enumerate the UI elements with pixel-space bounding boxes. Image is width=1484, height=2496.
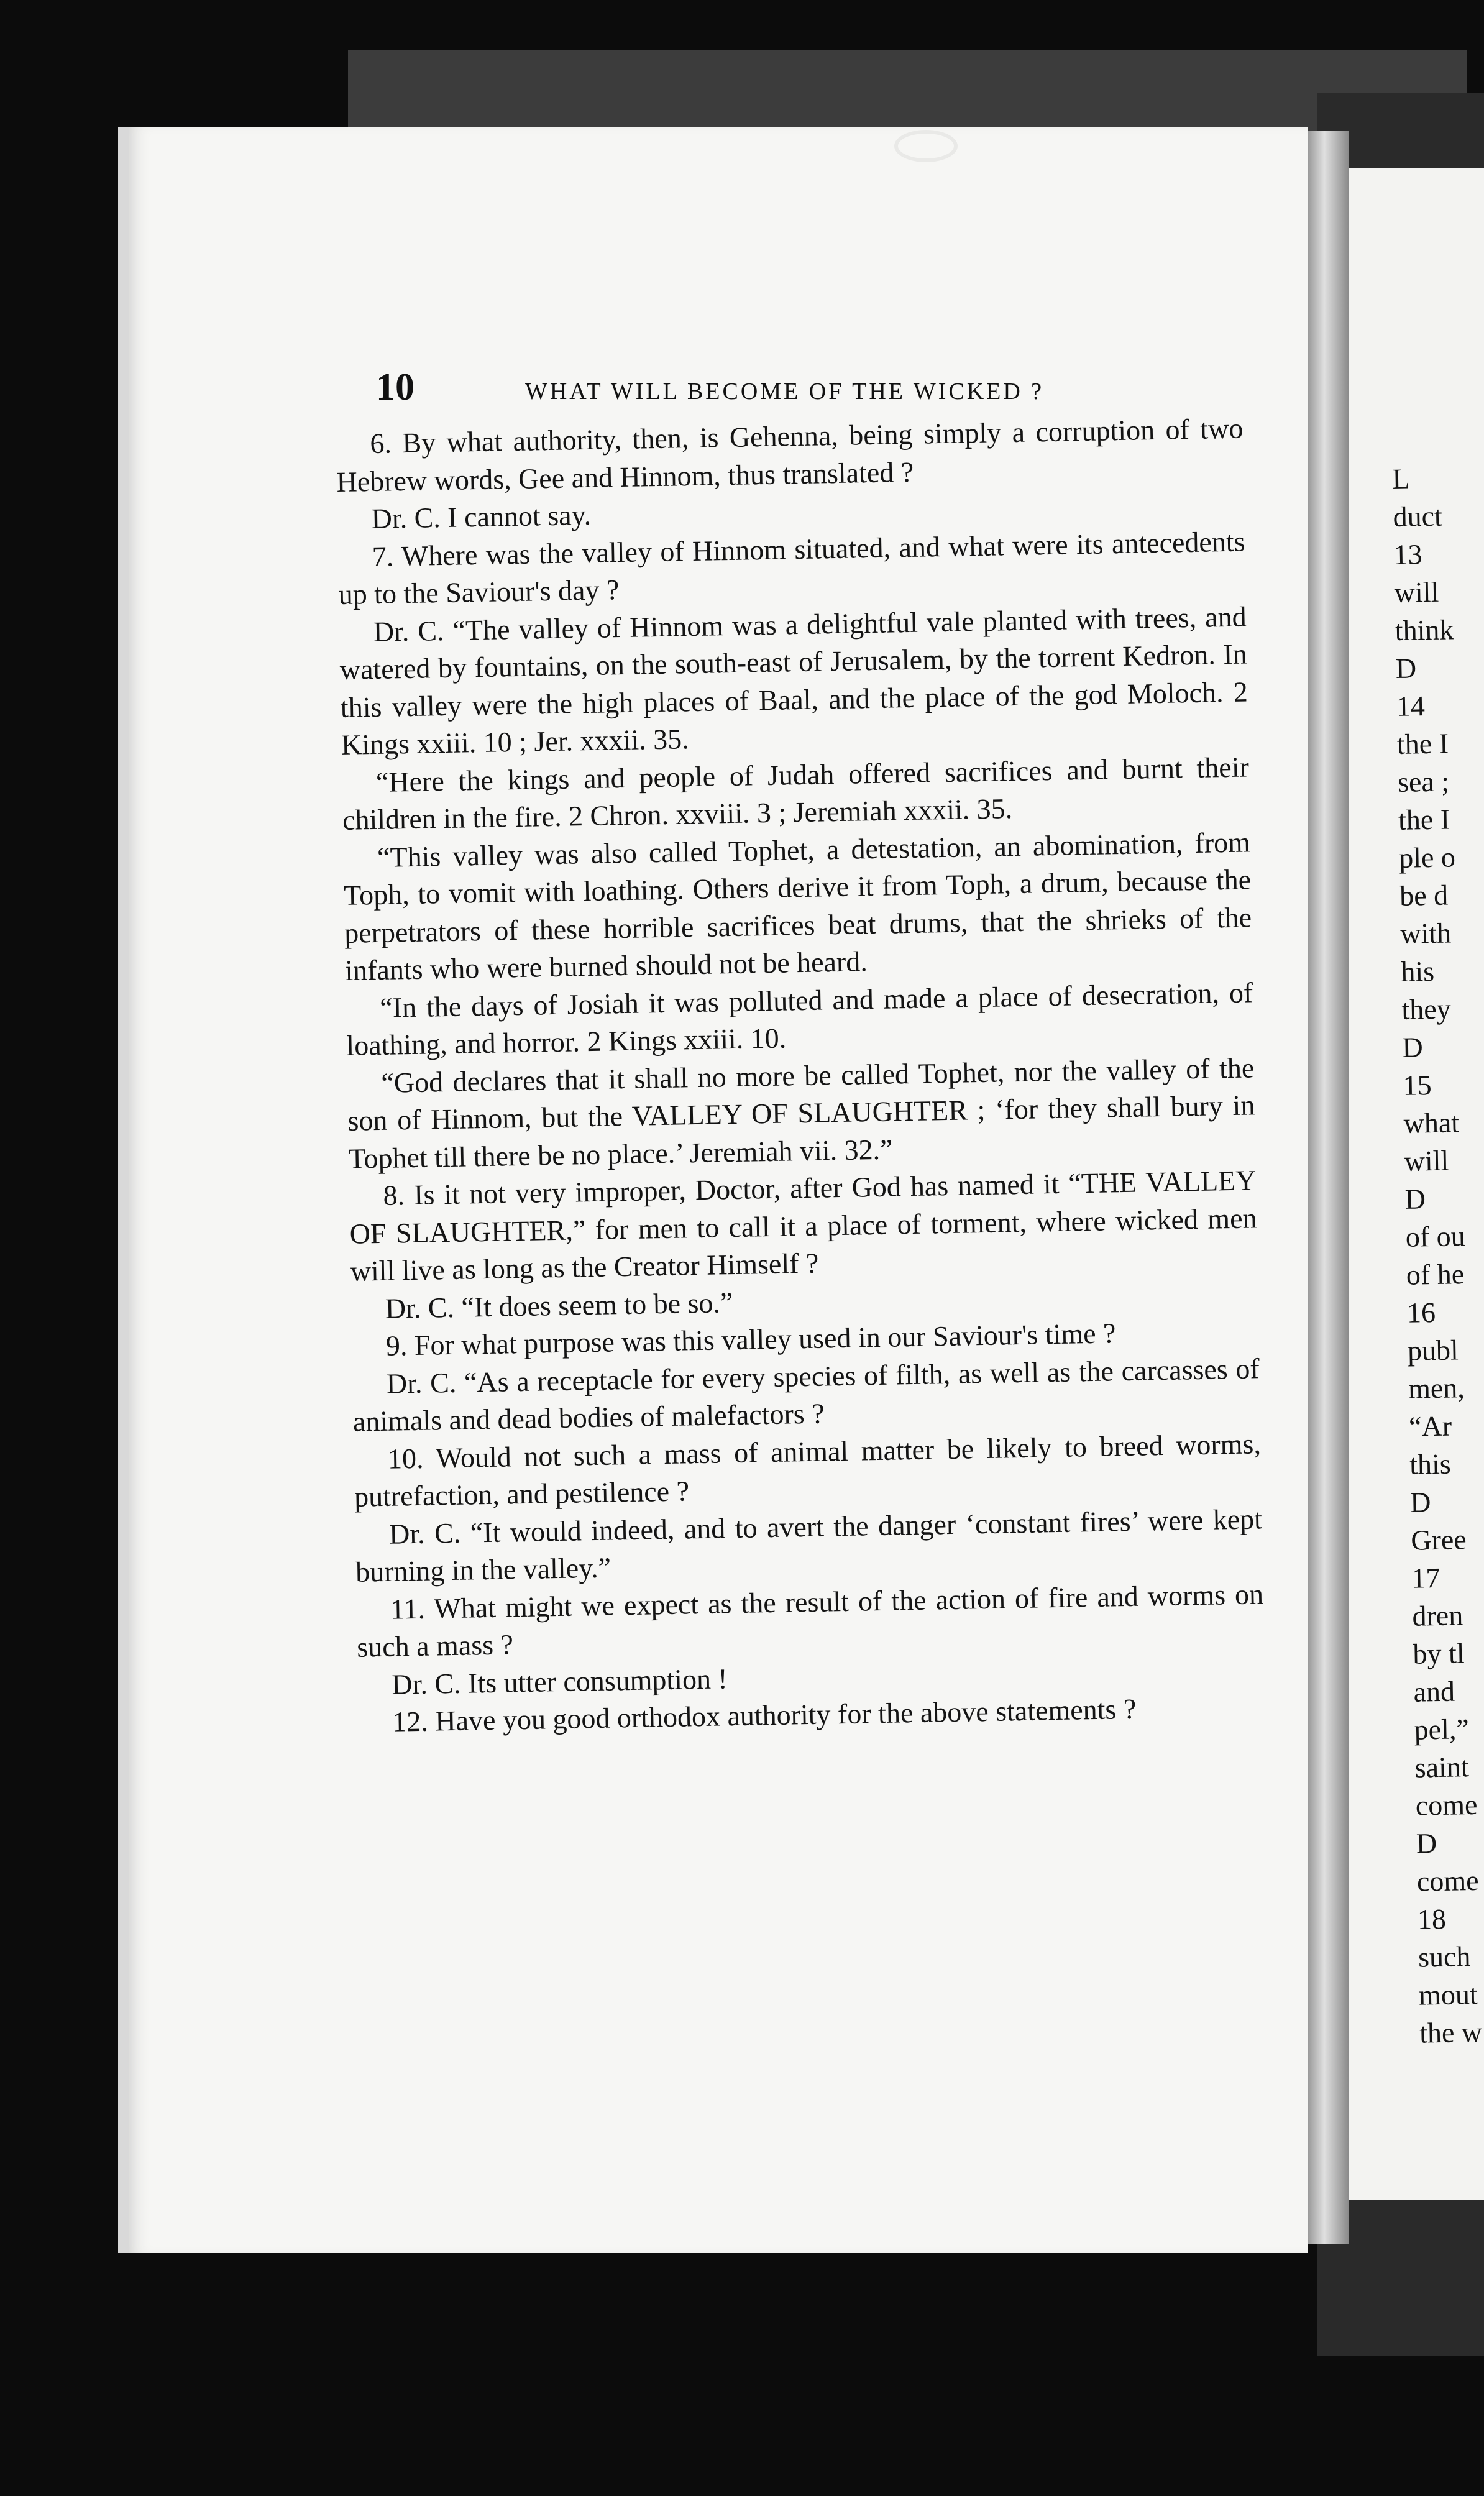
running-head (376, 365, 1240, 409)
right-line: be d (1399, 879, 1449, 912)
page-tear (898, 134, 954, 158)
answer-7-part-3: “This valley was also called Tophet, a detestation, an abomination, from Toph, to vomit with loathing. Others derive it from Toph, a drum, because the perpetrators of these horrible sacrifices beat drums, that the shrieks of the infants who were burned should not be heard. (343, 825, 1252, 986)
right-line: 14 (1396, 690, 1426, 722)
right-line: they (1401, 993, 1452, 1025)
question-6: 6. By what authority, then, is Gehenna, being simply a corruption of two Hebrew words, Gee and Hinnom, thus translated ? (336, 412, 1244, 498)
right-line: with (1399, 917, 1452, 950)
body-text (336, 410, 1266, 1742)
answer-7-part-5: “God declares that it shall no more be called Tophet, nor the valley of the son of Hinnom, but the VALLEY OF SLAUGHTER ; ‘for they shall bury in Tophet till there be no place.’ Jeremiah vii. 32.” (347, 1051, 1255, 1175)
right-line: D (1409, 1486, 1431, 1518)
question-7: 7. Where was the valley of Hinnom situated, and what were its antecedents up to the Saviour's day ? (338, 525, 1245, 610)
answer-7-part-1: Dr. C. “The valley of Hinnom was a delightful vale planted with trees, and watered by fountains, on the south-east of Jerusalem, by the torrent Kedron. In this valley were the high places of Baal, and the place of the god Moloch. 2 Kings xxiii. 10 ; Jer. xxxii. 35. (339, 600, 1248, 761)
question-12: 12. Have you good orthodox authority for the above statements ? (392, 1692, 1137, 1738)
question-8: 8. Is it not very improper, Doctor, after God has named it “THE VALLEY OF SLAUGHTER,” for men to call it a place of torment, where wicked men will live as long as the Creator Himself ? (349, 1164, 1257, 1287)
right-line: what (1403, 1106, 1460, 1139)
right-line: think (1395, 613, 1454, 646)
right-line: come (1415, 1788, 1478, 1822)
right-line: by tl (1413, 1637, 1465, 1670)
right-line: this (1409, 1448, 1452, 1480)
right-line: the I (1396, 727, 1449, 760)
right-line: 17 (1411, 1561, 1440, 1594)
running-title: WHAT WILL BECOME OF THE WICKED ? (525, 379, 1045, 405)
right-line: mout (1418, 1978, 1478, 2011)
right-line: ple o (1398, 841, 1456, 874)
right-line: 16 (1406, 1296, 1436, 1329)
right-line: D (1402, 1031, 1424, 1063)
right-line: will (1404, 1144, 1449, 1177)
right-line: the w (1419, 2016, 1483, 2049)
right-line: 13 (1393, 538, 1423, 571)
right-line: his (1400, 955, 1435, 988)
right-line: D (1416, 1827, 1437, 1860)
right-line: 18 (1417, 1902, 1447, 1935)
right-line: and (1413, 1675, 1455, 1708)
right-line: D (1395, 652, 1417, 684)
answer-8: Dr. C. “It does seem to be so.” (385, 1286, 733, 1324)
answer-7-part-4: “In the days of Josiah it was polluted and made a place of desecration, of loathing, and horror. 2 Kings xxiii. 10. (346, 976, 1253, 1062)
right-line: duct (1393, 500, 1443, 533)
right-line: such (1418, 1940, 1471, 1973)
book-gutter (1308, 131, 1349, 2244)
right-line: sea ; (1397, 765, 1450, 798)
question-10: 10. Would not such a mass of animal matter be likely to breed worms, putrefaction, and pestilence ? (354, 1427, 1262, 1513)
right-line: come (1416, 1864, 1479, 1897)
right-line: publ (1407, 1334, 1459, 1367)
right-line: 15 (1403, 1069, 1432, 1101)
question-11: 11. What might we expect as the result of the action of fire and worms on such a mass ? (356, 1577, 1264, 1663)
answer-9: Dr. C. “As a receptacle for every species of filth, as well as the carcasses of animals and dead bodies of malefactors ? (352, 1352, 1260, 1438)
right-line: “Ar (1408, 1410, 1452, 1443)
right-line: of he (1406, 1258, 1465, 1291)
right-line: of ou (1405, 1220, 1466, 1253)
question-9: 9. For what purpose was this valley used in our Saviour's time ? (385, 1317, 1116, 1362)
answer-11: Dr. C. Its utter consumption ! (391, 1662, 728, 1700)
page-number: 10 (376, 366, 415, 408)
right-line: Gree (1410, 1523, 1467, 1556)
answer-7-part-2: “Here the kings and people of Judah offered sacrifices and burnt their children in the fire. 2 Chron. xxviii. 3 ; Jeremiah xxxii. 35. (342, 750, 1250, 836)
right-line: pel,” (1414, 1713, 1470, 1746)
answer-6: Dr. C. I cannot say. (371, 498, 592, 535)
right-line: the I (1398, 803, 1450, 836)
right-line: L (1392, 462, 1411, 495)
answer-10: Dr. C. “It would indeed, and to avert the danger ‘constant fires’ were kept burning in the valley.” (355, 1502, 1263, 1588)
right-line: D (1404, 1183, 1426, 1215)
right-line: saint (1414, 1751, 1470, 1784)
right-line: men, (1408, 1372, 1465, 1405)
right-line: will (1394, 576, 1439, 608)
right-line: dren (1412, 1599, 1463, 1632)
